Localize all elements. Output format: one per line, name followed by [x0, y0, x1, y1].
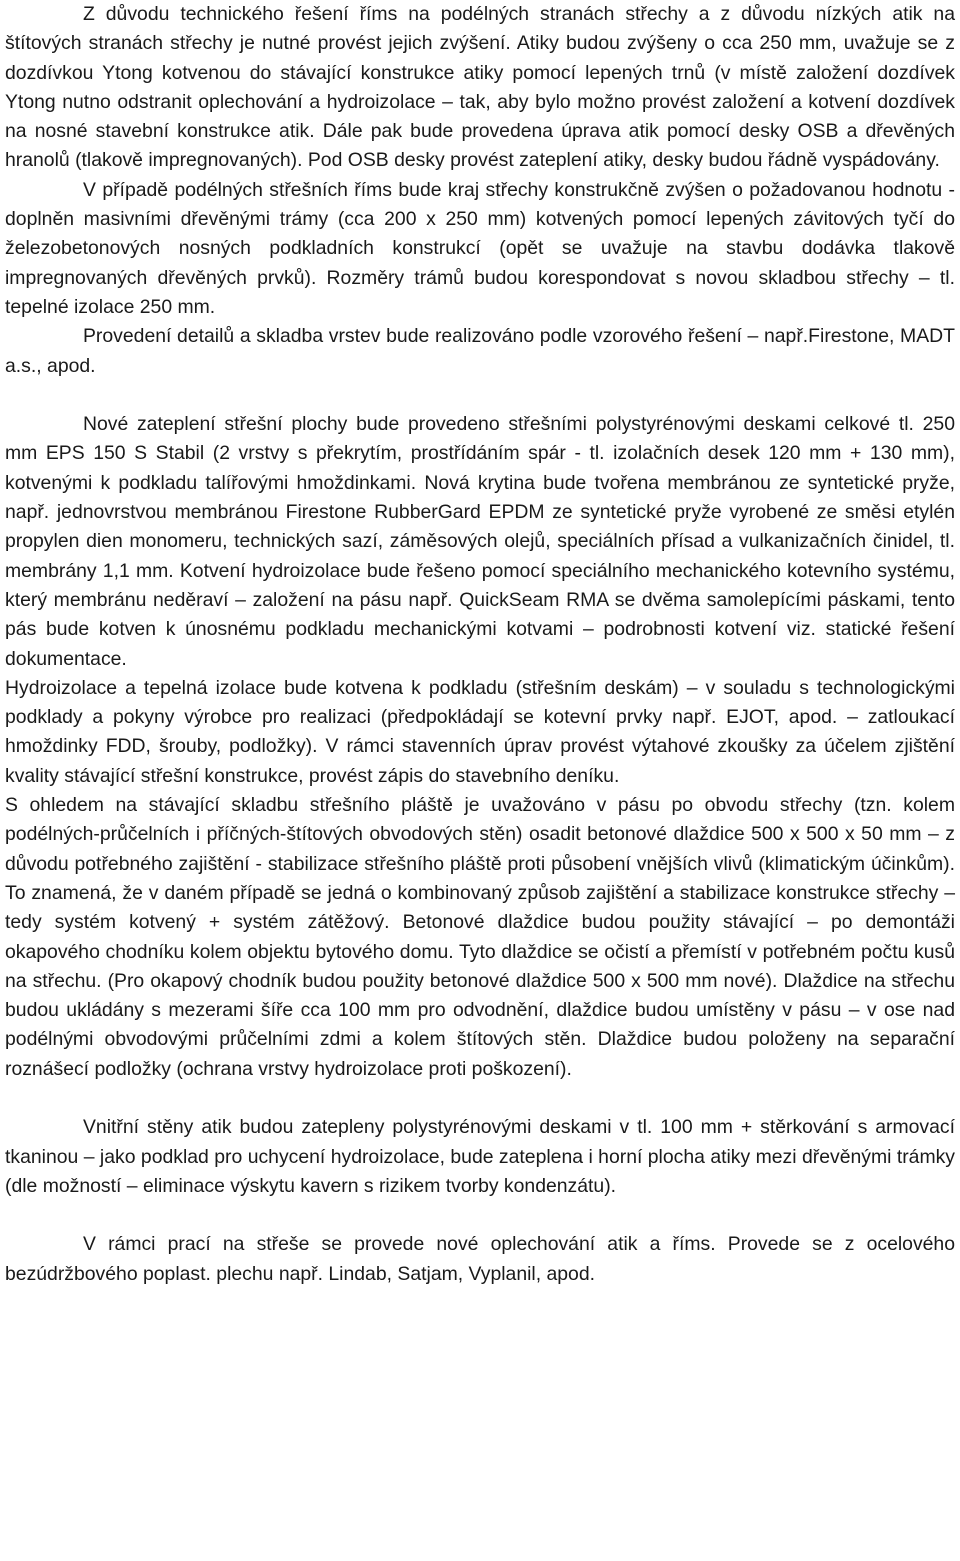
paragraph-spacer: [5, 1084, 955, 1113]
document-page: [5, 0, 955, 1289]
paragraph-roof-insulation: Nové zateplení střešní plochy bude provedeno střešními polystyrénovými deskami celkové tl. 250 mm EPS 150 S Stabil (2 vrstvy s překrytím, prostřídáním spár - tl. izolačních desek 120 mm + 130 mm), kotvenými k podkladu talířovými hmoždinkami. Nová krytina bude tvořena membránou ze syntetické pryže, např. jednovrstvou membránou Firestone RubberGard EPDM ze syntetické pryže vyrobené ze směsi etylén propylen dien monomeru, technických sazí, záměsových olejů, speciálních přísad a vulkanizačních činidel, tl. membrány 1,1 mm. Kotvení hydroizolace bude řešeno pomocí speciálního mechanického kotevního systému, který membránu neděraví – založení na pásu např. QuickSeam RMA se dvěma samolepícími páskami, tento pás bude kotven k únosnému podkladu mechanickými kotvami – podrobnosti kotvení viz. statické řešení dokumentace.: [5, 413, 955, 670]
paragraph-inner-attic-walls: Vnitřní stěny atik budou zatepleny polystyrénovými deskami v tl. 100 mm + stěrkování s armovací tkaninou – jako podklad pro uchycení hydroizolace, bude zateplena i horní plocha atiky mezi dřevěnými trámky (dle možností – eliminace výskytu kavern s rizikem tvorby kondenzátu).: [5, 1116, 955, 1197]
paragraph-detail-execution: Provedení detailů a skladba vrstev bude realizováno podle vzorového řešení – např.Firestone, MADT a.s., apod.: [5, 325, 955, 377]
paragraph-anchoring: Hydroizolace a tepelná izolace bude kotvena k podkladu (střešním deskám) – v souladu s technologickými podklady a pokyny výrobce pro realizaci (předpokládají se kotevní prvky např. EJOT, apod. – zatloukací hmoždinky FDD, šrouby, podložky). V rámci stavenních úprav provést výtahové zkoušky za účelem zjištění kvality stávající střešní konstrukce, provést zápis do stavebního deníku.: [5, 676, 955, 787]
paragraph-longitudinal-cornices: V případě podélných střešních říms bude kraj střechy konstrukčně zvýšen o požadovanou hodnotu - doplněn masivními dřevěnými trámy (cca 200 x 250 mm) kotvených pomocí lepených závitových tyčí do železobetonových nosných podkladních konstrukcí (opět se uvažuje na stavbu dodávka tlakově impregnovaných dřevěných prvků). Rozměry trámů budou korespondovat s novou skladbou střechy – tl. tepelné izolace 250 mm.: [5, 178, 955, 318]
paragraph-spacer: [5, 1201, 955, 1230]
paragraph-concrete-tiles: S ohledem na stávající skladbu střešního pláště je uvažováno v pásu po obvodu střechy (tzn. kolem podélných-průčelních i příčných-štítových obvodových stěn) osadit betonové dlaždice 500 x 500 x 50 mm – z důvodu potřebného zajištění - stabilizace střešního pláště proti působení vnějších vlivů (klimatickým účinkům). To znamená, že v daném případě se jedná o kombinovaný způsob zajištění a stabilizace konstrukce střechy – tedy systém kotvený + systém zátěžový. Betonové dlaždice budou použity stávající – po demontáži okapového chodníku kolem objektu bytového domu. Tyto dlaždice se očistí a přemístí v potřebném počtu kusů na střechu. (Pro okapový chodník budou použity betonové dlaždice 500 x 500 mm nové). Dlaždice na střechu budou ukládány s mezerami šíře cca 100 mm pro odvodnění, dlaždice budou umístěny v pásu – v ose nad podélnými obvodovými průčelními zdmi a kolem štítových stěn. Dlaždice budou položeny na separační roznášecí podložky (ochrana vrstvy hydroizolace proti poškození).: [5, 794, 955, 1080]
paragraph-raise-attics: Z důvodu technického řešení říms na podélných stranách střechy a z důvodu nízkých atik na štítových stranách střechy je nutné provést jejich zvýšení. Atiky budou zvýšeny o cca 250 mm, uvažuje se z dozdívkou Ytong kotvenou do stávající konstrukce atiky pomocí lepených trnů (v místě založení dozdívek Ytong nutno odstranit oplechování a hydroizolace – tak, aby bylo možno provést založení a kotvení dozdívek na nosné stavební konstrukce atik. Dále pak bude provedena úprava atik pomocí desky OSB a dřevěných hranolů (tlakově impregnovaných). Pod OSB desky provést zateplení atiky, desky budou řádně vyspádovány.: [5, 3, 955, 172]
paragraph-flashing: V rámci prací na střeše se provede nové oplechování atik a říms. Provede se z ocelového bezúdržbového poplast. plechu např. Lindab, Satjam, Vyplanil, apod.: [5, 1233, 955, 1285]
paragraph-spacer: [5, 381, 955, 410]
